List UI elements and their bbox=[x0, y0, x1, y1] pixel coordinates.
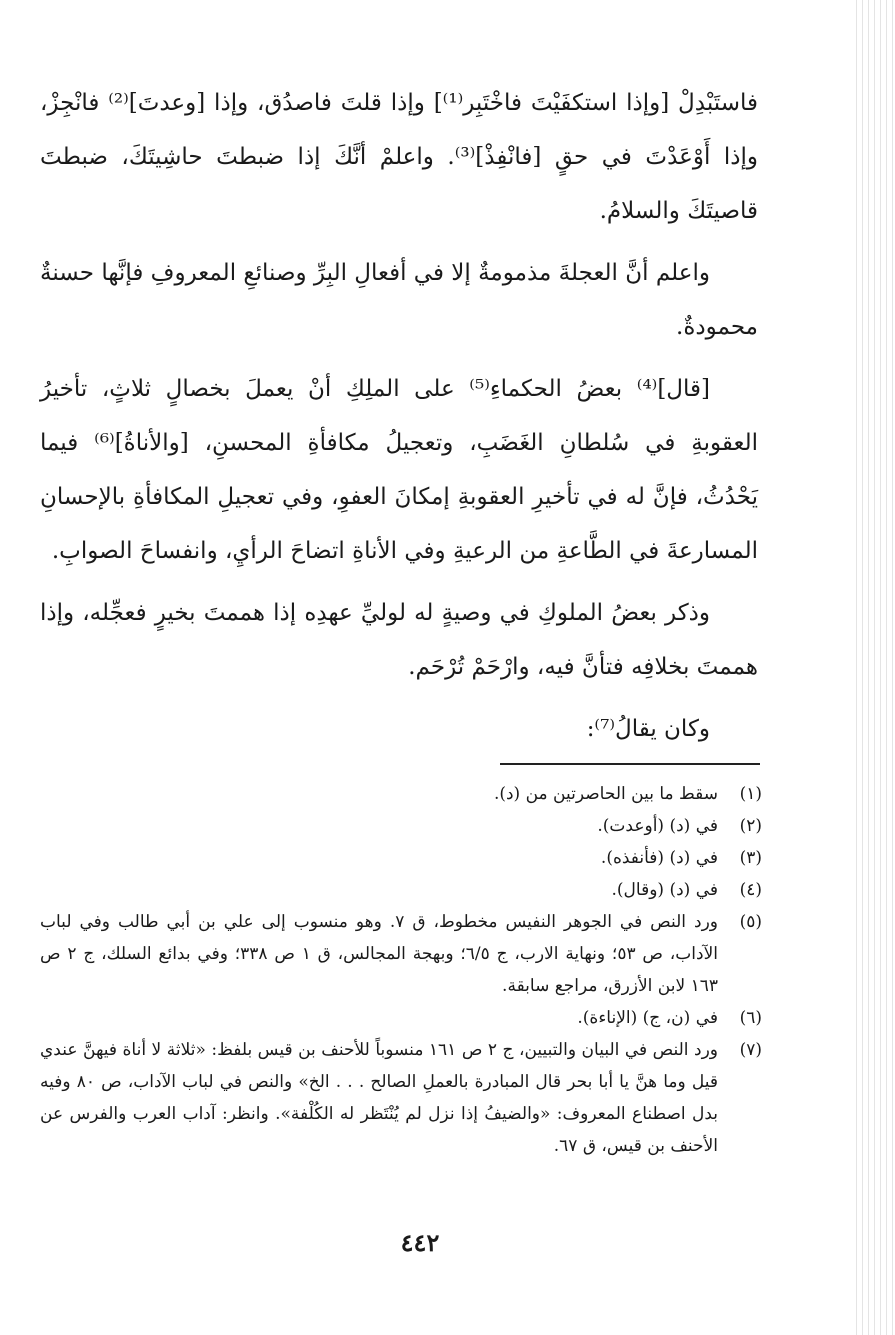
footnote-4 bbox=[40, 874, 762, 906]
paragraph-1: فاستَبْدِلْ [وإذا استكفَيْتَ فاخْتَبِر⁽¹⁾] وإذا قلتَ فاصدُق، وإذا [وعدتَ]⁽²⁾ فانْجِزْ، وإذا أَوْعَدْتَ في حقٍ [فانْفِذْ]⁽³⁾. واعلمْ أنَّكَ إذا ضبطتَ حاشِيتَكَ، ضبطتَ قاصيتَكَ والسلامُ. bbox=[40, 90, 759, 224]
paragraph-4: وذكر بعضُ الملوكِ في وصيةٍ له لوليِّ عهدِه إذا هممتَ بخيرٍ فعجِّله، وإذا هممتَ بخلافِه فتأنَّ فيه، وارْحَمْ تُرْحَم. bbox=[40, 600, 758, 680]
footnote-number: (٥) bbox=[739, 912, 762, 932]
footnote-text: في (د) (فأنفذه). bbox=[600, 848, 718, 868]
footnote-2 bbox=[40, 810, 762, 842]
page-spine-edge bbox=[851, 0, 895, 1335]
footnote-5 bbox=[40, 906, 762, 1002]
footnote-number: (٣) bbox=[739, 848, 762, 868]
footnote-text: في (ن، ج) (الإناءة). bbox=[577, 1008, 718, 1028]
footnotes bbox=[40, 778, 762, 1162]
paragraph-3: [قال]⁽⁴⁾ بعضُ الحكماءِ⁽⁵⁾ على الملِكِ أنْ يعملَ بخصالٍ ثلاثٍ، تأخيرُ العقوبةِ في سُلطانِ الغَضَبِ، وتعجيلُ مكافأةِ المحسنِ، [والأناةُ]⁽⁶⁾ فيما يَحْدُثُ، فإنَّ له في تأخيرِ العقوبةِ إمكانَ العفوِ، وفي تعجيلِ المكافأةِ بالإحسانِ المسارعةَ في الطَّاعةِ من الرعيةِ وفي الأناةِ اتضاحَ الرأيِ، وانفساحَ الصوابِ. bbox=[40, 376, 758, 564]
footnote-text: ورد النص في الجوهر النفيس مخطوط، ق ٧. وهو منسوب إلى علي بن أبي طالب وفي لباب الآداب، ص ٥٣؛ ونهاية الارب، ج ٦/٥؛ وبهجة المجالس، ق ١ ص ٣٣٨؛ وفي بدائع السلك، ج ٢ ص ١٦٣ لابن الأزرق، مراجع سابقة. bbox=[40, 912, 718, 996]
main-text bbox=[40, 76, 758, 764]
footnote-number: (٢) bbox=[739, 816, 762, 836]
footnote-7 bbox=[40, 1034, 762, 1162]
footnote-number: (٦) bbox=[739, 1008, 762, 1028]
footnote-separator bbox=[500, 763, 760, 765]
footnote-3 bbox=[40, 842, 762, 874]
footnote-number: (١) bbox=[739, 784, 762, 804]
footnote-text: سقط ما بين الحاصرتين من (د). bbox=[493, 784, 718, 804]
paragraph-2: واعلم أنَّ العجلةَ مذمومةٌ إلا في أفعالِ البِرِّ وصنائعِ المعروفِ فإنَّها حسنةٌ محمودةٌ. bbox=[40, 260, 758, 340]
footnote-number: (٧) bbox=[739, 1040, 762, 1060]
page-number: ٤٤٢ bbox=[400, 1228, 440, 1257]
footnote-6 bbox=[40, 1002, 762, 1034]
footnote-text: في (د) (أوعدت). bbox=[597, 816, 718, 836]
footnote-text: في (د) (وقال). bbox=[611, 880, 718, 900]
footnote-number: (٤) bbox=[739, 880, 762, 900]
footnote-text: ورد النص في البيان والتبيين، ج ٢ ص ١٦١ منسوباً للأحنف بن قيس بلفظ: «ثلاثة لا أناة فيهنَّ عندي قيل وما هنَّ يا أبا بحر قال المبادرة بالعملِ الصالح . . . الخ» والنص في لباب الآداب، ص ٨٠ وفيه بدل اصطناع المعروف: «والضيفُ إذا نزل لم يُنْتَظر له الكُلْفة». وانظر: آداب العرب والفرس عن الأحنف بن قيس، ق ٦٧. bbox=[40, 1040, 719, 1156]
paragraph-5: وكان يقالُ⁽⁷⁾: bbox=[586, 716, 710, 742]
footnote-1 bbox=[40, 778, 762, 810]
